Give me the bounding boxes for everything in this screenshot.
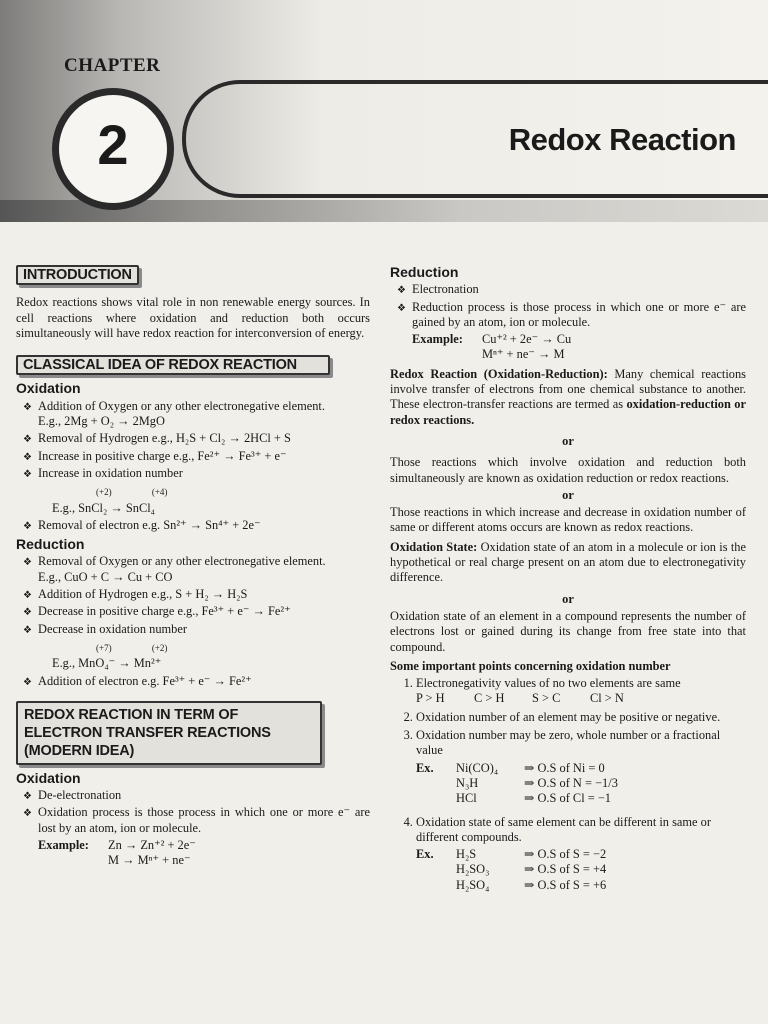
list-item: ❖ De-electronation <box>38 788 370 803</box>
list-item: 1. Electronegativity values of no two elements are same P > H C > H S > C Cl > N <box>416 676 746 707</box>
oxidation-state-labels: (+7) (+2) <box>96 642 168 653</box>
right-column <box>390 265 746 896</box>
or-separator: or <box>562 591 574 606</box>
list-item: ❖ Increase in oxidation number (+2) (+4) E.g., SnCl₂ → SnCl₄ <box>38 466 370 516</box>
list-item: ❖ Increase in positive charge e.g., Fe²⁺ → Fe³⁺ + e⁻ <box>38 449 370 464</box>
list-item: ❖ Reduction process is those process in which one or more e⁻ are gained by an atom, ion or molecule. <box>412 300 746 331</box>
example-row: N₃H ⇒ O.S of N = −1/3 <box>456 775 618 790</box>
example-row: HCl ⇒ O.S of Cl = −1 <box>456 791 612 806</box>
example-row: H₂SO₃ ⇒ O.S of S = +4 <box>456 862 607 877</box>
example-equation: E.g., SnCl₂ → SnCl₄ <box>52 500 155 515</box>
chapter-label: CHAPTER <box>64 55 161 76</box>
list-item: ❖ Oxidation process is those process in which one or more e⁻ are lost by an atom, ion or molecule. <box>38 805 370 836</box>
or-separator: or <box>562 487 574 502</box>
list-item: ❖ Electronation <box>412 282 746 297</box>
example-equation: M → Mⁿ⁺ + ne⁻ <box>108 853 191 868</box>
example-block <box>16 838 370 869</box>
electronegativity-row: P > H C > H S > C Cl > N <box>416 691 624 706</box>
paragraph: Those reactions in which increase and decrease in oxidation number of same or different atoms occurs are known as redox reactions. <box>390 505 746 535</box>
list-item: ❖ Removal of electron e.g. Sn²⁺ → Sn⁴⁺ + 2e⁻ <box>38 518 370 533</box>
list-item: 3. Oxidation number may be zero, whole number or a fractional value Ex. Ni(CO)₄ ⇒ O.S of Ni = 0 N₃H ⇒ O.S of N = −1/3 HCl ⇒ O.S of Cl = −1 <box>416 728 746 806</box>
subheading-reduction-modern: Reduction <box>390 264 459 280</box>
example-row: H₂S ⇒ O.S of S = −2 <box>456 847 607 862</box>
example-row: H₂SO₄ ⇒ O.S of S = +6 <box>456 877 607 892</box>
example-equation: Mⁿ⁺ + ne⁻ → M <box>482 347 565 362</box>
example-table: Ex. H₂S ⇒ O.S of S = −2 H₂SO₃ ⇒ O.S of S = +4 H₂SO₄ ⇒ O.S of S = +6 <box>416 847 607 892</box>
example-label: Example: <box>38 838 89 853</box>
list-item: ❖ Removal of Hydrogen e.g., H₂S + Cl₂ → 2HCl + S <box>38 431 370 446</box>
or-separator: or <box>562 433 574 448</box>
example-equation: Zn → Zn⁺² + 2e⁻ <box>108 838 196 853</box>
redox-definition: Redox Reaction (Oxidation-Reduction): Many chemical reactions involve transfer of electrons from one chemical substance to another. These electron-transfer reactions are termed as oxidation-reduction or redox reactions. <box>390 366 746 427</box>
subheading-oxidation: Oxidation <box>16 380 81 397</box>
list-item: ❖ Addition of Hydrogen e.g., S + H₂ → H₂S <box>38 587 370 602</box>
example-row: Ni(CO)₄ ⇒ O.S of Ni = 0 <box>456 760 605 775</box>
subheading-reduction: Reduction <box>16 536 85 553</box>
oxidation-list <box>16 399 370 533</box>
intro-paragraph: Redox reactions shows vital role in non renewable energy sources. In cell reactions where oxidation and reduction both occurs simultaneously will have redox reaction for interconversion of energy. <box>16 295 370 340</box>
modern-oxidation-list <box>16 788 370 836</box>
reduction-list <box>16 554 370 688</box>
chapter-title: Redox Reaction <box>508 122 736 157</box>
paragraph: Those reactions which involve oxidation and reduction both simultaneously are known as oxidation reduction or redox reactions. <box>390 455 746 485</box>
section-heading-classical: CLASSICAL IDEA OF REDOX REACTION <box>16 355 330 375</box>
section-heading-modern: REDOX REACTION IN TERM OF ELECTRON TRANSFER REACTIONS (MODERN IDEA) <box>16 701 322 765</box>
paragraph: Oxidation state of an element in a compound represents the number of electrons lost or gained during its change from free state into that compound. <box>390 608 746 654</box>
list-item: ❖ Decrease in positive charge e.g., Fe³⁺ + e⁻ → Fe²⁺ <box>38 604 370 619</box>
example-equation: Cu⁺² + 2e⁻ → Cu <box>482 332 572 347</box>
points-list <box>390 676 746 893</box>
example-equation: E.g., 2Mg + O₂ → 2MgO <box>38 414 165 429</box>
subheading-oxidation-modern: Oxidation <box>16 769 81 786</box>
example-equation: E.g., MnO₄⁻ → Mn²⁺ <box>52 656 162 671</box>
list-item: ❖ Addition of Oxygen or any other electronegative element. E.g., 2Mg + O₂ → 2MgO <box>38 399 370 430</box>
points-heading: Some important points concerning oxidation number <box>390 658 671 673</box>
chapter-number: 2 <box>97 112 129 176</box>
list-item: 4. Oxidation state of same element can be different in same or different compounds. Ex. H₂S ⇒ O.S of S = −2 H₂SO₃ ⇒ O.S of S = +4 H₂SO₄ ⇒ O.S of S = +6 <box>416 815 746 893</box>
example-block <box>390 332 746 363</box>
oxidation-state-labels: (+2) (+4) <box>96 487 168 498</box>
list-item: ❖ Addition of electron e.g. Fe³⁺ + e⁻ → Fe²⁺ <box>38 674 370 689</box>
example-table: Ex. Ni(CO)₄ ⇒ O.S of Ni = 0 N₃H ⇒ O.S of N = −1/3 HCl ⇒ O.S of Cl = −1 <box>416 760 618 806</box>
section-heading-introduction: INTRODUCTION <box>16 265 139 285</box>
left-column <box>16 265 370 869</box>
list-item: ❖ Decrease in oxidation number (+7) (+2) E.g., MnO₄⁻ → Mn²⁺ <box>38 622 370 672</box>
oxidation-state-definition: Oxidation State: Oxidation state of an atom in a molecule or ion is the hypothetical or real charge present on an atom due to electronegativity difference. <box>390 539 746 585</box>
list-item: 2. Oxidation number of an element may be positive or negative. <box>416 710 746 725</box>
list-item: ❖ Removal of Oxygen or any other electronegative element. E.g., CuO + C → Cu + CO <box>38 554 370 585</box>
modern-reduction-list <box>390 282 746 330</box>
example-equation: E.g., CuO + C → Cu + CO <box>38 569 173 584</box>
example-label: Example: <box>412 332 463 347</box>
